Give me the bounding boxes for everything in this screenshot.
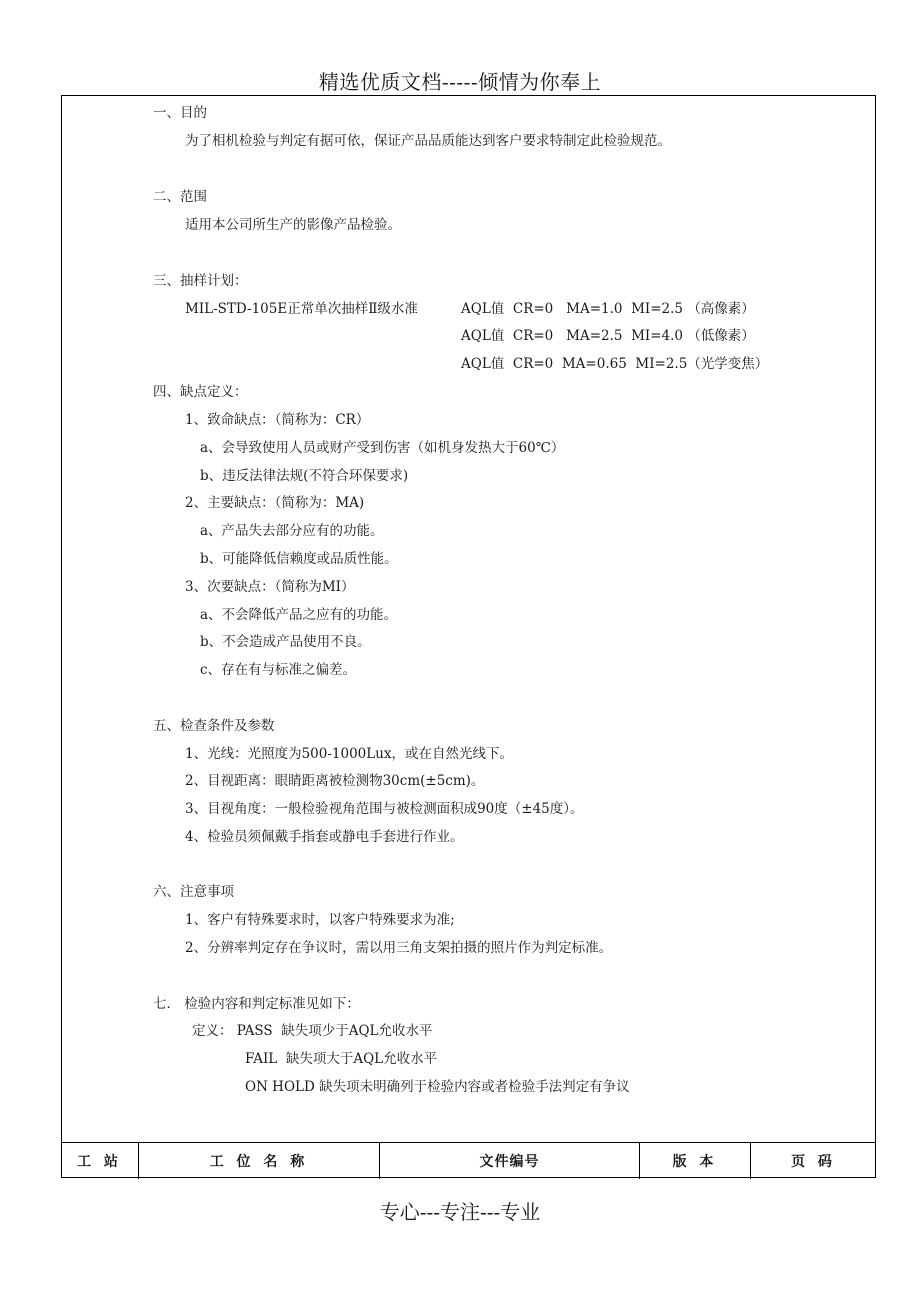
section-6-heading: 六、注意事项	[153, 884, 234, 900]
note-item: 2、分辨率判定存在争议时，需以用三角支架拍摄的照片作为判定标准。	[185, 940, 613, 956]
condition-item: 3、目视角度：一般检验视角范围与被检测面积成90度（±45度）。	[185, 801, 584, 817]
defect-item: b、不会造成产品使用不良。	[200, 634, 371, 650]
note-item: 1、客户有特殊要求时，以客户特殊要求为准;	[185, 912, 455, 928]
condition-item: 2、目视距离：眼睛距离被检测物30cm(±5cm)。	[185, 773, 485, 789]
defect-item: c、存在有与标准之偏差。	[200, 662, 357, 678]
section-1-heading: 一、目的	[153, 105, 207, 121]
section-2-heading: 二、范围	[153, 189, 207, 205]
judgement-definition: ON HOLD 缺失项未明确列于检验内容或者检验手法判定有争议	[245, 1079, 630, 1095]
section-3-heading: 三、抽样计划：	[153, 273, 248, 289]
sampling-standard: MIL-STD-105E正常单次抽样Ⅱ级水准	[185, 301, 418, 317]
footer-table	[61, 1142, 876, 1179]
defect-item: b、可能降低信赖度或品质性能。	[200, 551, 398, 567]
section-1-body: 为了相机检验与判定有据可依，保证产品品质能达到客户要求特制定此检验规范。	[185, 133, 671, 149]
defect-item: a、产品失去部分应有的功能。	[200, 523, 384, 539]
table-header-document-number: 文件编号	[380, 1143, 640, 1179]
defect-item: a、会导致使用人员或财产受到伤害（如机身发热大于60℃）	[200, 440, 565, 456]
table-header-version: 版 本	[640, 1143, 751, 1179]
aql-row: AQL值 CR=0 MA=0.65 MI=2.5（光学变焦）	[461, 356, 769, 372]
aql-row: AQL值 CR=0 MA=1.0 MI=2.5 （高像素）	[461, 301, 755, 317]
table-header-station-name: 工 位 名 称	[139, 1143, 380, 1179]
defect-item: a、不会降低产品之应有的功能。	[200, 607, 398, 623]
condition-item: 4、检验员须佩戴手指套或静电手套进行作业。	[185, 829, 464, 845]
table-header-page: 页 码	[791, 1154, 836, 1170]
page-header-title: 精选优质文档-----倾情为你奉上	[318, 70, 602, 94]
aql-row: AQL值 CR=0 MA=2.5 MI=4.0 （低像素）	[461, 328, 755, 344]
section-5-heading: 五、检查条件及参数	[153, 718, 275, 734]
defect-item: 3、次要缺点：（简称为MI）	[185, 579, 355, 595]
condition-item: 1、光线：光照度为500-1000Lux，或在自然光线下。	[185, 746, 514, 762]
defect-item: b、违反法律法规(不符合环保要求)	[200, 468, 409, 484]
section-2-body: 适用本公司所生产的影像产品检验。	[185, 217, 401, 233]
defect-item: 1、致命缺点：（简称为：CR）	[185, 412, 370, 428]
page-footer-text: 专心---专注---专业	[379, 1200, 541, 1224]
judgement-definition: FAIL 缺失项大于AQL允收水平	[245, 1051, 438, 1067]
judgement-definition: 定义： PASS 缺失项少于AQL允收水平	[192, 1023, 433, 1039]
defect-item: 2、主要缺点：（简称为：MA)	[185, 495, 365, 511]
section-7-heading: 七． 检验内容和判定标准见如下：	[153, 996, 360, 1012]
table-header-station: 工 站	[61, 1143, 139, 1179]
document-frame	[61, 95, 876, 1178]
section-4-heading: 四、缺点定义：	[153, 384, 248, 400]
